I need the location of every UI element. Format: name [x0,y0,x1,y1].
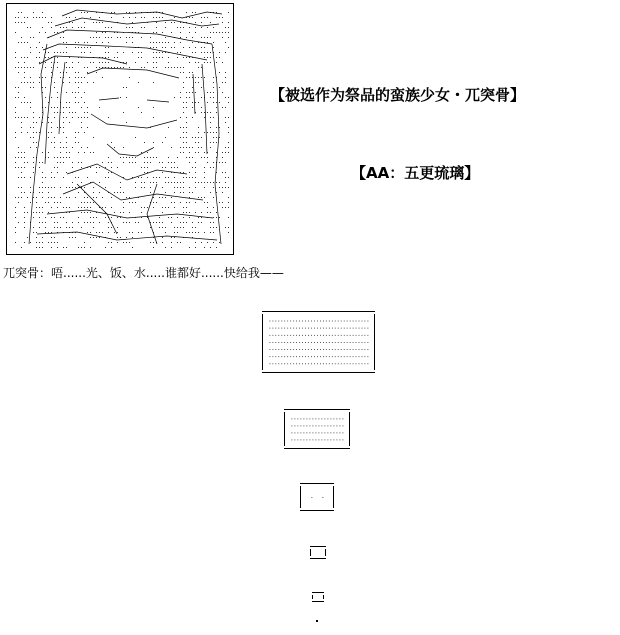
fade-box-4 [310,546,326,559]
ascii-art-drawing [7,4,233,254]
fade-box-2 [284,409,350,449]
aa-credit: 【AA：五更琉璃】 [351,164,480,182]
fade-box-5 [312,592,324,602]
dot-texture [262,312,375,372]
fade-dot [316,620,318,622]
fade-box-3 [300,483,334,511]
story-title: 【被选作为祭品的蛮族少女・兀突骨】 [270,86,526,104]
dot-texture [300,484,334,510]
fade-box-1 [262,311,375,373]
dot-texture [284,410,350,448]
dialogue-line: 兀突骨：唔......光、饭、水.....谁都好......快给我—— [3,266,284,280]
ascii-art-illustration [6,3,234,255]
